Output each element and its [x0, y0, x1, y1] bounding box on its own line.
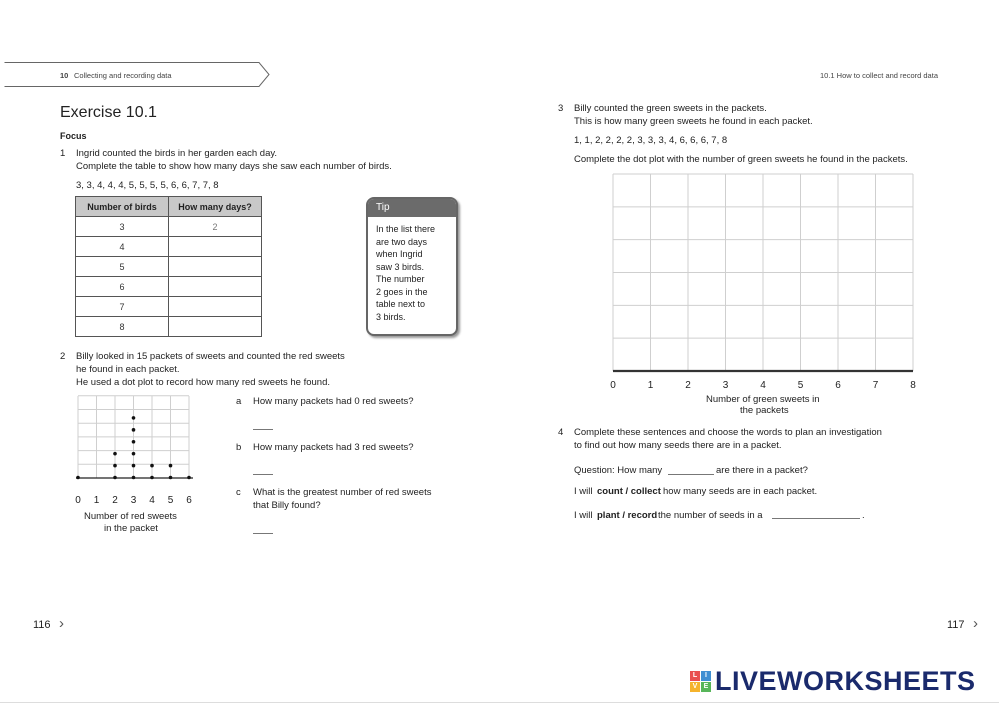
green-plot-label-2: the packets — [740, 405, 789, 416]
x-tick-label: 3 — [722, 380, 729, 391]
data-dot — [132, 416, 136, 420]
red-plot-label-2: in the packet — [104, 523, 158, 534]
x-tick-label: 4 — [760, 380, 766, 391]
q3-data: 1, 1, 2, 2, 2, 2, 3, 3, 3, 4, 6, 6, 6, 7, 8 — [574, 135, 728, 146]
q4-s1-post: how many seeds are in each packet. — [663, 486, 818, 497]
answer-cell[interactable] — [169, 257, 262, 277]
x-tick-label: 6 — [186, 495, 192, 504]
q4-line1: Complete these sentences and choose the words to plan an investigation — [574, 427, 882, 438]
q4-question-post: are there in a packet? — [716, 465, 808, 476]
data-dot — [169, 464, 173, 468]
q4-question-pre: Question: How many — [574, 465, 663, 476]
table-cell: 6 — [76, 277, 169, 297]
q1-number: 1 — [60, 148, 66, 159]
data-dot — [113, 464, 117, 468]
table-row — [76, 217, 262, 237]
q2b-letter: b — [236, 442, 242, 453]
q2c-answer-line[interactable] — [253, 533, 273, 534]
table-cell: 4 — [76, 237, 169, 257]
brand-name: LIVEWORKSHEETS — [715, 665, 976, 696]
page-number-right: 117 — [947, 619, 965, 631]
q4-s2-end: . — [862, 510, 865, 521]
red-sweets-dot-plot — [72, 392, 196, 504]
x-tick-label: 5 — [797, 380, 804, 391]
q2a-text: How many packets had 0 red sweets? — [253, 396, 414, 407]
q2b-answer-line[interactable] — [253, 474, 273, 475]
logo-tiles-icon: L I V E — [690, 671, 711, 692]
data-dot — [132, 440, 136, 444]
data-dot — [132, 476, 136, 480]
q1-data: 3, 3, 4, 4, 4, 5, 5, 5, 5, 6, 6, 7, 7, 8 — [76, 180, 219, 191]
data-dot — [150, 476, 154, 480]
x-tick-label: 8 — [910, 380, 916, 391]
q2b-text: How many packets had 3 red sweets? — [253, 442, 414, 453]
page-number-left: 116 — [33, 619, 51, 631]
q1-line1: Ingrid counted the birds in her garden each day. — [76, 148, 278, 159]
x-tick-label: 3 — [130, 495, 137, 504]
tip-title: Tip — [368, 199, 456, 217]
answer-cell[interactable] — [169, 317, 262, 337]
q4-s1-choice[interactable]: count / collect — [597, 486, 661, 497]
q4-s2-pre: I will — [574, 510, 593, 521]
q4-s2-post: the number of seeds in a — [658, 510, 763, 521]
data-dot — [132, 428, 136, 432]
x-tick-label: 5 — [167, 495, 174, 504]
table-cell: 3 — [76, 217, 169, 237]
green-plot-label-1: Number of green sweets in — [706, 394, 820, 405]
data-dot — [132, 452, 136, 456]
q2a-letter: a — [236, 396, 242, 407]
chapter-number: 10 — [60, 71, 69, 80]
x-tick-label: 0 — [610, 380, 616, 391]
q2-line1: Billy looked in 15 packets of sweets and counted the red sweets — [76, 351, 345, 362]
q3-line1: Billy counted the green sweets in the packets. — [574, 103, 767, 114]
next-arrow-icon: › — [59, 615, 64, 632]
table-cell: 7 — [76, 297, 169, 317]
tip-box — [366, 197, 458, 336]
data-dot — [113, 476, 117, 480]
data-dot — [187, 476, 191, 480]
answer-cell[interactable]: 2 — [169, 217, 262, 237]
x-tick-label: 1 — [647, 380, 654, 391]
birds-table — [75, 196, 262, 337]
x-tick-label: 2 — [685, 380, 691, 391]
q4-line2: to find out how many seeds there are in a packet. — [574, 440, 782, 451]
data-dot — [113, 452, 117, 456]
table-header: How many days? — [169, 197, 262, 217]
red-plot-label-1: Number of red sweets — [84, 511, 177, 522]
table-row — [76, 297, 262, 317]
q2c-text2: that Billy found? — [253, 500, 321, 511]
data-dot — [169, 476, 173, 480]
exercise-title: Exercise 10.1 — [60, 104, 157, 121]
table-cell: 5 — [76, 257, 169, 277]
q4-s2-blank[interactable] — [772, 518, 860, 519]
answer-cell[interactable] — [169, 277, 262, 297]
table-row — [76, 257, 262, 277]
focus-heading: Focus — [60, 131, 87, 141]
section-title: 10.1 How to collect and record data — [820, 71, 938, 80]
q2-number: 2 — [60, 351, 66, 362]
chapter-title: Collecting and recording data — [74, 71, 172, 80]
q2-line3: He used a dot plot to record how many red sweets he found. — [76, 377, 331, 388]
x-tick-label: 4 — [149, 495, 155, 504]
liveworksheets-logo — [690, 666, 976, 696]
table-cell: 8 — [76, 317, 169, 337]
data-dot — [76, 476, 80, 480]
divider — [0, 702, 999, 703]
q2c-letter: c — [236, 487, 241, 498]
x-tick-label: 1 — [93, 495, 100, 504]
data-dot — [150, 464, 154, 468]
answer-cell[interactable] — [169, 237, 262, 257]
x-tick-label: 6 — [835, 380, 841, 391]
q2c-text1: What is the greatest number of red sweets — [253, 487, 432, 498]
answer-cell[interactable] — [169, 297, 262, 317]
next-arrow-icon: › — [973, 615, 978, 632]
q4-s2-choice[interactable]: plant / record — [597, 510, 658, 521]
q3-instruction: Complete the dot plot with the number of green sweets he found in the packets. — [574, 154, 908, 165]
q4-number: 4 — [558, 427, 564, 438]
q2a-answer-line[interactable] — [253, 429, 273, 430]
data-dot — [132, 464, 136, 468]
q4-question-blank[interactable] — [668, 474, 714, 475]
x-tick-label: 7 — [872, 380, 879, 391]
q4-s1-pre: I will — [574, 486, 593, 497]
q2-line2: he found in each packet. — [76, 364, 180, 375]
x-tick-label: 2 — [112, 495, 118, 504]
table-header: Number of birds — [76, 197, 169, 217]
x-tick-label: 0 — [75, 495, 81, 504]
table-row — [76, 317, 262, 337]
table-row — [76, 237, 262, 257]
q3-number: 3 — [558, 103, 564, 114]
green-sweets-dot-plot[interactable] — [605, 170, 923, 392]
q3-line2: This is how many green sweets he found in each packet. — [574, 116, 813, 127]
q1-line2: Complete the table to show how many days she saw each number of birds. — [76, 161, 392, 172]
tip-body: In the list there are two days when Ingrid saw 3 birds. The number 2 goes in the table next to 3 birds. — [376, 224, 436, 322]
table-row — [76, 277, 262, 297]
